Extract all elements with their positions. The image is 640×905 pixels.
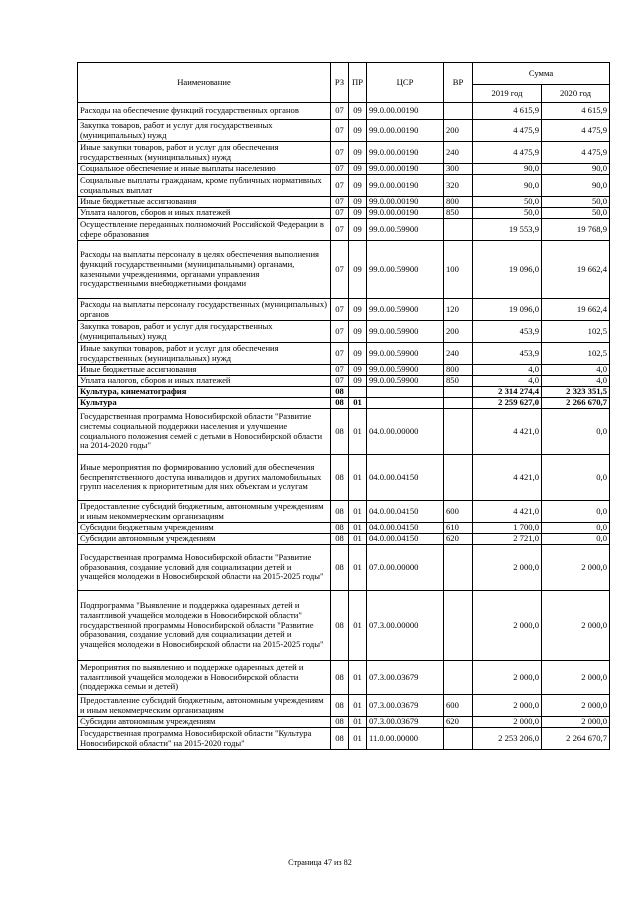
row-sum-2020: 0,0	[542, 534, 610, 545]
row-name: Закупка товаров, работ и услуг для государственных (муниципальных) нужд	[78, 120, 331, 142]
row-csr: 99.0.00.59900	[367, 241, 444, 299]
row-sum-2020: 4 475,9	[542, 120, 610, 142]
row-pr: 09	[349, 103, 367, 120]
header-rz: РЗ	[331, 63, 349, 103]
row-sum-2020: 2 000,0	[542, 545, 610, 591]
row-sum-2020: 90,0	[542, 164, 610, 175]
table-row	[78, 455, 610, 501]
row-vr: 800	[444, 365, 473, 376]
row-name: Уплата налогов, сборов и иных платежей	[78, 208, 331, 219]
row-rz: 07	[331, 208, 349, 219]
row-csr: 07.3.00.03679	[367, 695, 444, 717]
table-row	[78, 142, 610, 164]
row-rz: 08	[331, 591, 349, 661]
row-csr: 99.0.00.00190	[367, 120, 444, 142]
row-name: Культура, кинематография	[78, 387, 331, 398]
row-vr: 600	[444, 695, 473, 717]
row-sum-2020: 0,0	[542, 523, 610, 534]
row-csr: 99.0.00.00190	[367, 164, 444, 175]
row-pr: 01	[349, 717, 367, 728]
table-row	[78, 219, 610, 241]
row-sum-2019: 2 314 274,4	[473, 387, 542, 398]
row-vr	[444, 728, 473, 750]
row-sum-2020: 90,0	[542, 175, 610, 197]
row-sum-2020: 4,0	[542, 365, 610, 376]
row-sum-2020: 4 615,9	[542, 103, 610, 120]
row-sum-2019: 90,0	[473, 175, 542, 197]
row-name: Государственная программа Новосибирской области "Развитие образования, создание условий для социализации детей и учащейся молодежи в Новосибирской области на 2015-2025 годы"	[78, 545, 331, 591]
row-pr: 01	[349, 728, 367, 750]
row-rz: 08	[331, 545, 349, 591]
row-pr: 01	[349, 398, 367, 409]
row-sum-2020: 2 323 351,5	[542, 387, 610, 398]
row-vr: 610	[444, 523, 473, 534]
table-row	[78, 661, 610, 695]
row-csr: 99.0.00.59900	[367, 299, 444, 321]
row-sum-2020: 19 662,4	[542, 299, 610, 321]
row-pr: 09	[349, 241, 367, 299]
row-sum-2020: 19 768,9	[542, 219, 610, 241]
row-rz: 08	[331, 661, 349, 695]
row-sum-2019: 4 475,9	[473, 120, 542, 142]
row-pr: 01	[349, 534, 367, 545]
row-pr: 01	[349, 695, 367, 717]
header-year-2019: 2019 год	[473, 85, 542, 103]
row-vr: 200	[444, 120, 473, 142]
row-name: Иные закупки товаров, работ и услуг для обеспечения государственных (муниципальных) нужд	[78, 343, 331, 365]
row-sum-2020: 0,0	[542, 455, 610, 501]
row-pr: 01	[349, 455, 367, 501]
row-sum-2020: 2 000,0	[542, 717, 610, 728]
row-rz: 08	[331, 695, 349, 717]
row-name: Предоставление субсидий бюджетным, автономным учреждениям и иным некоммерческим организациям	[78, 695, 331, 717]
row-vr: 620	[444, 717, 473, 728]
row-rz: 07	[331, 164, 349, 175]
table-row	[78, 103, 610, 120]
table-row	[78, 241, 610, 299]
row-sum-2020: 102,5	[542, 321, 610, 343]
row-csr: 11.0.00.00000	[367, 728, 444, 750]
row-name: Осуществление переданных полномочий Российской Федерации в сфере образования	[78, 219, 331, 241]
row-csr: 07.3.00.03679	[367, 717, 444, 728]
row-pr: 01	[349, 591, 367, 661]
row-pr: 01	[349, 409, 367, 455]
row-name: Социальные выплаты гражданам, кроме публичных нормативных социальных выплат	[78, 175, 331, 197]
row-sum-2019: 50,0	[473, 208, 542, 219]
row-csr: 07.0.00.00000	[367, 545, 444, 591]
table-row	[78, 717, 610, 728]
row-rz: 07	[331, 241, 349, 299]
row-vr: 240	[444, 142, 473, 164]
row-rz: 08	[331, 398, 349, 409]
row-csr: 07.3.00.03679	[367, 661, 444, 695]
row-pr: 09	[349, 197, 367, 208]
table-row	[78, 175, 610, 197]
row-pr: 01	[349, 523, 367, 534]
table-row	[78, 387, 610, 398]
row-vr: 600	[444, 501, 473, 523]
budget-table	[77, 62, 610, 750]
row-name: Государственная программа Новосибирской области "Культура Новосибирской области" на 2015-2020 годы"	[78, 728, 331, 750]
row-sum-2019: 50,0	[473, 197, 542, 208]
row-sum-2020: 2 264 670,7	[542, 728, 610, 750]
row-name: Государственная программа Новосибирской области "Развитие системы социальной поддержки населения и улучшение социального положения семей с детьми в Новосибирской области на 2014-2020 годы"	[78, 409, 331, 455]
row-pr: 01	[349, 661, 367, 695]
row-vr: 800	[444, 197, 473, 208]
row-csr: 99.0.00.59900	[367, 219, 444, 241]
row-csr: 04.0.00.04150	[367, 455, 444, 501]
row-rz: 08	[331, 455, 349, 501]
page-footer: Страница 47 из 82	[288, 858, 352, 867]
row-vr: 300	[444, 164, 473, 175]
header-name: Наименование	[78, 63, 331, 103]
row-sum-2020: 0,0	[542, 409, 610, 455]
row-rz: 08	[331, 534, 349, 545]
row-sum-2019: 19 096,0	[473, 241, 542, 299]
header-sum: Сумма	[473, 63, 610, 85]
table-row	[78, 398, 610, 409]
row-vr: 120	[444, 299, 473, 321]
row-sum-2020: 102,5	[542, 343, 610, 365]
row-sum-2020: 2 000,0	[542, 591, 610, 661]
row-sum-2019: 2 000,0	[473, 695, 542, 717]
row-vr: 200	[444, 321, 473, 343]
table-row	[78, 208, 610, 219]
row-sum-2019: 1 700,0	[473, 523, 542, 534]
row-sum-2020: 2 000,0	[542, 695, 610, 717]
row-rz: 07	[331, 175, 349, 197]
table-row	[78, 545, 610, 591]
row-sum-2020: 2 000,0	[542, 661, 610, 695]
row-sum-2019: 19 096,0	[473, 299, 542, 321]
row-vr	[444, 545, 473, 591]
row-vr: 320	[444, 175, 473, 197]
table-row	[78, 321, 610, 343]
row-vr	[444, 398, 473, 409]
row-csr	[367, 387, 444, 398]
row-sum-2019: 2 000,0	[473, 545, 542, 591]
row-pr	[349, 387, 367, 398]
row-vr: 240	[444, 343, 473, 365]
table-body	[78, 103, 610, 750]
row-sum-2019: 90,0	[473, 164, 542, 175]
table-row	[78, 534, 610, 545]
row-pr: 09	[349, 219, 367, 241]
row-pr: 09	[349, 164, 367, 175]
table-row	[78, 365, 610, 376]
row-pr: 01	[349, 545, 367, 591]
row-csr: 99.0.00.59900	[367, 343, 444, 365]
header-vr: ВР	[444, 63, 473, 103]
row-vr	[444, 219, 473, 241]
row-sum-2019: 19 553,9	[473, 219, 542, 241]
row-csr: 99.0.00.59900	[367, 365, 444, 376]
row-rz: 07	[331, 299, 349, 321]
row-sum-2020: 4,0	[542, 376, 610, 387]
row-sum-2019: 4,0	[473, 365, 542, 376]
row-vr	[444, 661, 473, 695]
row-name: Субсидии автономным учреждениям	[78, 534, 331, 545]
row-sum-2019: 4 421,0	[473, 409, 542, 455]
row-sum-2020: 2 266 670,7	[542, 398, 610, 409]
row-rz: 08	[331, 387, 349, 398]
row-csr: 04.0.00.04150	[367, 501, 444, 523]
row-rz: 07	[331, 142, 349, 164]
row-name: Иные мероприятия по формированию условий для обеспечения беспрепятственного доступа инвалидов и других маломобильных групп населения к приоритетным для них объектам и услугам	[78, 455, 331, 501]
row-sum-2020: 19 662,4	[542, 241, 610, 299]
row-sum-2019: 2 259 627,0	[473, 398, 542, 409]
table-row	[78, 591, 610, 661]
row-rz: 07	[331, 365, 349, 376]
row-sum-2019: 453,9	[473, 343, 542, 365]
row-rz: 07	[331, 219, 349, 241]
row-rz: 07	[331, 343, 349, 365]
row-vr: 850	[444, 208, 473, 219]
row-name: Расходы на выплаты персоналу государственных (муниципальных) органов	[78, 299, 331, 321]
table-row	[78, 409, 610, 455]
row-name: Иные бюджетные ассигнования	[78, 365, 331, 376]
row-pr: 09	[349, 120, 367, 142]
row-vr	[444, 591, 473, 661]
row-pr: 09	[349, 175, 367, 197]
row-csr: 99.0.00.59900	[367, 321, 444, 343]
row-sum-2019: 4 475,9	[473, 142, 542, 164]
row-name: Субсидии автономным учреждениям	[78, 717, 331, 728]
row-name: Предоставление субсидий бюджетным, автономным учреждениям и иным некоммерческим организациям	[78, 501, 331, 523]
table-row	[78, 501, 610, 523]
row-name: Мероприятия по выявлению и поддержке одаренных детей и талантливой учащейся молодежи в Новосибирской области (поддержка семьи и детей)	[78, 661, 331, 695]
row-rz: 08	[331, 409, 349, 455]
table-row	[78, 728, 610, 750]
row-name: Расходы на выплаты персоналу в целях обеспечения выполнения функций государственными (муниципальными) органами, казенными учреждениями, органами управления государственными внебюджетными фондами	[78, 241, 331, 299]
row-name: Культура	[78, 398, 331, 409]
row-sum-2020: 50,0	[542, 208, 610, 219]
row-rz: 07	[331, 103, 349, 120]
row-vr	[444, 409, 473, 455]
row-sum-2020: 50,0	[542, 197, 610, 208]
row-rz: 07	[331, 197, 349, 208]
row-sum-2019: 4 615,9	[473, 103, 542, 120]
row-name: Расходы на обеспечение функций государственных органов	[78, 103, 331, 120]
row-rz: 08	[331, 523, 349, 534]
row-vr	[444, 387, 473, 398]
row-sum-2020: 4 475,9	[542, 142, 610, 164]
row-pr: 09	[349, 142, 367, 164]
row-csr	[367, 398, 444, 409]
row-vr: 850	[444, 376, 473, 387]
row-pr: 09	[349, 208, 367, 219]
table-row	[78, 164, 610, 175]
row-vr	[444, 103, 473, 120]
row-sum-2020: 0,0	[542, 501, 610, 523]
row-vr: 620	[444, 534, 473, 545]
header-year-2020: 2020 год	[542, 85, 610, 103]
table-row	[78, 523, 610, 534]
table-row	[78, 376, 610, 387]
row-pr: 09	[349, 299, 367, 321]
row-pr: 09	[349, 376, 367, 387]
row-csr: 07.3.00.00000	[367, 591, 444, 661]
row-rz: 08	[331, 717, 349, 728]
row-csr: 99.0.00.59900	[367, 376, 444, 387]
table-row	[78, 343, 610, 365]
row-vr	[444, 455, 473, 501]
header-pr: ПР	[349, 63, 367, 103]
row-sum-2019: 2 253 206,0	[473, 728, 542, 750]
row-sum-2019: 453,9	[473, 321, 542, 343]
row-csr: 99.0.00.00190	[367, 208, 444, 219]
row-pr: 09	[349, 365, 367, 376]
row-rz: 07	[331, 376, 349, 387]
row-name: Подпрограмма "Выявление и поддержка одаренных детей и талантливой учащейся молодежи в Новосибирской области" государственной программы Новосибирской области "Развитие образования, создание условий для социализации детей и учащейся молодежи в Новосибирской области на 2015-2025 годы"	[78, 591, 331, 661]
row-sum-2019: 4 421,0	[473, 501, 542, 523]
row-csr: 04.0.00.00000	[367, 409, 444, 455]
table-row	[78, 695, 610, 717]
row-sum-2019: 2 721,0	[473, 534, 542, 545]
row-rz: 07	[331, 321, 349, 343]
table-row	[78, 120, 610, 142]
row-rz: 08	[331, 501, 349, 523]
row-csr: 04.0.00.04150	[367, 523, 444, 534]
row-csr: 99.0.00.00190	[367, 197, 444, 208]
row-pr: 09	[349, 343, 367, 365]
table-row	[78, 299, 610, 321]
row-rz: 07	[331, 120, 349, 142]
row-sum-2019: 4 421,0	[473, 455, 542, 501]
row-csr: 04.0.00.04150	[367, 534, 444, 545]
row-name: Субсидии бюджетным учреждениям	[78, 523, 331, 534]
row-name: Иные закупки товаров, работ и услуг для обеспечения государственных (муниципальных) нужд	[78, 142, 331, 164]
row-sum-2019: 2 000,0	[473, 661, 542, 695]
row-pr: 09	[349, 321, 367, 343]
row-name: Социальное обеспечение и иные выплаты населению	[78, 164, 331, 175]
row-vr: 100	[444, 241, 473, 299]
row-rz: 08	[331, 728, 349, 750]
table-row	[78, 197, 610, 208]
row-pr: 01	[349, 501, 367, 523]
row-csr: 99.0.00.00190	[367, 103, 444, 120]
row-csr: 99.0.00.00190	[367, 142, 444, 164]
row-csr: 99.0.00.00190	[367, 175, 444, 197]
header-csr: ЦСР	[367, 63, 444, 103]
row-name: Иные бюджетные ассигнования	[78, 197, 331, 208]
row-name: Уплата налогов, сборов и иных платежей	[78, 376, 331, 387]
row-sum-2019: 2 000,0	[473, 717, 542, 728]
row-sum-2019: 4,0	[473, 376, 542, 387]
row-sum-2019: 2 000,0	[473, 591, 542, 661]
row-name: Закупка товаров, работ и услуг для государственных (муниципальных) нужд	[78, 321, 331, 343]
